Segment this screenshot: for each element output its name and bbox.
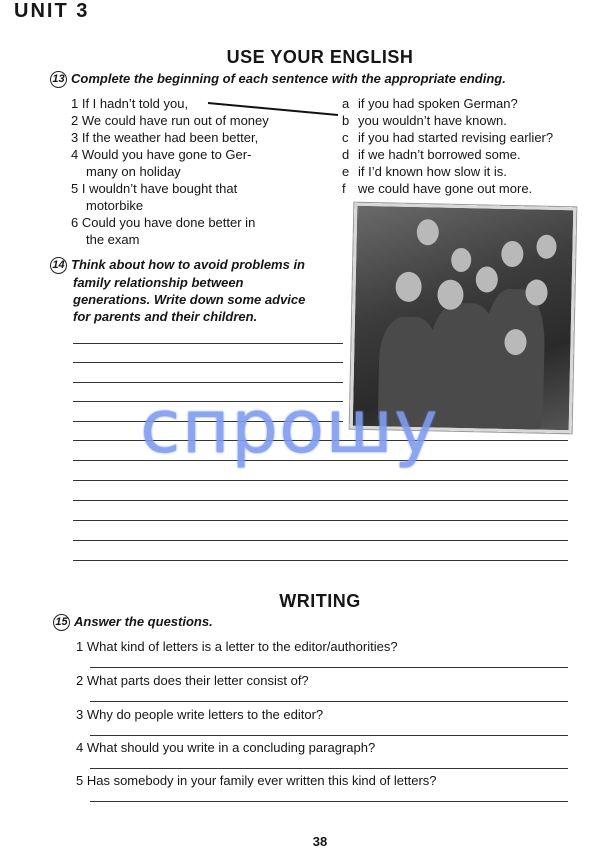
exercise-14-number: 14 [50,257,67,274]
question-5: 5 Has somebody in your family ever written this kind of letters? [76,773,437,788]
answer-line[interactable] [90,735,568,736]
answer-line[interactable] [73,480,568,481]
ending-e: e if I’d known how slow it is. [342,164,507,179]
beginning-5: 5 I wouldn’t have bought that [71,181,238,196]
answer-line[interactable] [90,801,568,802]
answer-line[interactable] [73,343,343,344]
exercise-13-number: 13 [50,71,67,88]
exercise-15-number: 15 [53,614,70,631]
exercise-14-instruction: 14 Think about how to avoid problems in family relationship between generations. Write down some advice for parents and their children. [50,256,305,325]
answer-line[interactable] [73,560,568,561]
beginning-4-cont: many on holiday [86,164,181,179]
ending-a: a if you had spoken German? [342,96,518,111]
ending-f: f we could have gone out more. [342,181,533,196]
section-title-writing: WRITING [279,591,361,611]
ending-c: c if you had started revising earlier? [342,130,554,145]
question-4: 4 What should you write in a concluding paragraph? [76,740,376,755]
answer-line[interactable] [73,500,568,501]
unit-title: UNIT 3 [14,0,90,22]
page-number: 38 [312,834,328,849]
answer-line[interactable] [73,540,568,541]
answer-line[interactable] [73,362,343,363]
exercise-13-instruction-text: Complete the beginning of each sentence with the appropriate ending. [71,71,506,86]
answer-line[interactable] [73,382,343,383]
question-3: 3 Why do people write letters to the editor? [76,707,324,722]
answer-line[interactable] [90,701,568,702]
question-1: 1 What kind of letters is a letter to the editor/authorities? [76,639,398,654]
answer-line[interactable] [90,667,568,668]
beginning-6: 6 Could you have done better in [71,215,256,230]
ending-b: b you wouldn’t have known. [342,113,507,128]
answer-line[interactable] [90,768,568,769]
section-title-use-your-english: USE YOUR ENGLISH [226,47,414,67]
beginning-6-cont: the exam [86,232,140,247]
ending-d: d if we hadn’t borrowed some. [342,147,521,162]
beginning-1: 1 If I hadn’t told you, [71,96,189,111]
answer-line[interactable] [73,520,568,521]
watermark: спрошу [140,384,439,470]
exercise-15-instruction: 15 Answer the questions. [53,613,213,631]
beginning-5-cont: motorbike [86,198,144,213]
beginning-2: 2 We could have run out of money [71,113,269,128]
question-2: 2 What parts does their letter consist of? [76,673,309,688]
beginning-3: 3 If the weather had been better, [71,130,259,145]
exercise-13-endings [342,95,553,197]
beginning-4: 4 Would you have gone to Ger- [71,147,252,162]
